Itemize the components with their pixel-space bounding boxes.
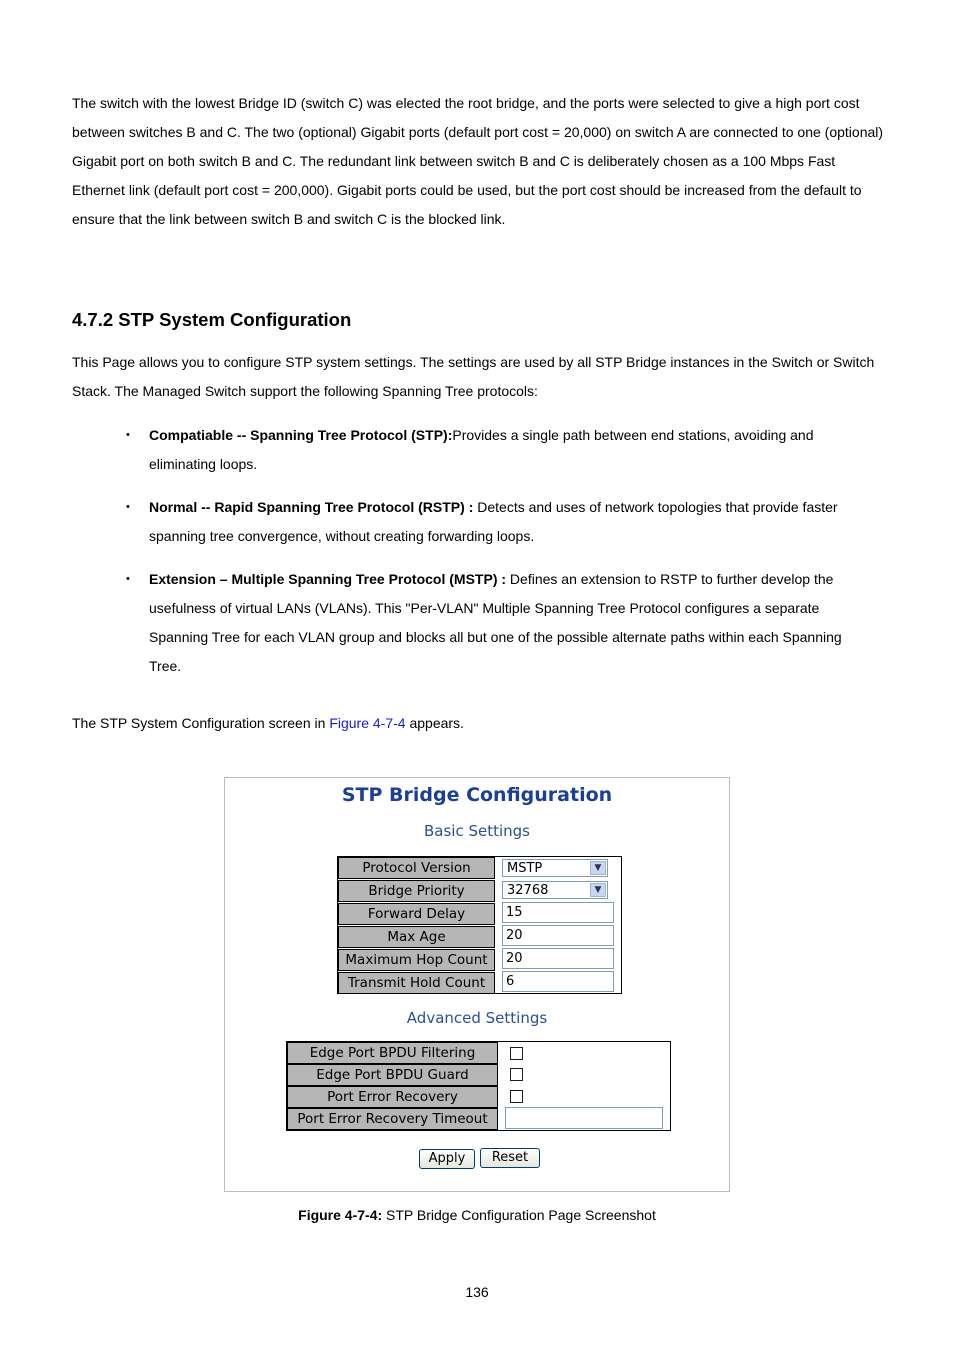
page-number: 136	[465, 1284, 489, 1300]
section-paragraph: This Page allows you to configure STP system settings. The settings are used by all STP Bridge instances in the Switch or Switch Stack. The Managed Switch support the following Spanning Tree protocols:	[72, 354, 875, 399]
bullet-stp-text: Provides a single path between end stations, avoiding and eliminating loops.	[149, 427, 814, 472]
protocol-version-label: Protocol Version	[338, 857, 495, 879]
bullet-dot-icon: •	[126, 573, 130, 585]
bridge-priority-select[interactable]	[502, 881, 608, 899]
advanced-settings-table	[286, 1041, 671, 1131]
bullet-rstp-text: Detects and uses of network topologies that provide faster spanning tree convergence, without creating forwarding loops.	[149, 499, 838, 544]
figure-link[interactable]: Figure 4-7-4	[329, 715, 406, 731]
edge-bpdu-filtering-checkbox[interactable]	[510, 1047, 523, 1060]
bullet-mstp-term: Extension – Multiple Spanning Tree Protocol (MSTP) :	[149, 571, 507, 587]
stp-bridge-config-title: STP Bridge Configuration	[341, 784, 613, 806]
port-error-recovery-label: Port Error Recovery	[287, 1086, 498, 1108]
forward-delay-label: Forward Delay	[338, 903, 495, 925]
bridge-priority-value: 32768	[507, 883, 549, 898]
max-age-input[interactable]: 20	[502, 925, 614, 946]
port-error-recovery-timeout-label: Port Error Recovery Timeout	[287, 1108, 498, 1130]
figure-caption-label: Figure 4-7-4:	[298, 1207, 383, 1223]
figure-ref-after: appears.	[405, 715, 464, 731]
port-error-recovery-checkbox[interactable]	[510, 1090, 523, 1103]
port-error-recovery-timeout-input[interactable]	[505, 1107, 663, 1129]
edge-bpdu-guard-label: Edge Port BPDU Guard	[287, 1064, 498, 1086]
transmit-hold-count-label: Transmit Hold Count	[338, 972, 495, 994]
bullet-stp	[126, 421, 874, 479]
bullet-mstp	[126, 565, 874, 681]
apply-button[interactable]: Apply	[419, 1149, 475, 1169]
figure-reference	[72, 709, 887, 738]
basic-settings-table	[337, 856, 622, 994]
advanced-settings-title: Advanced Settings	[406, 1009, 548, 1027]
forward-delay-input[interactable]: 15	[502, 902, 614, 923]
max-hop-count-label: Maximum Hop Count	[338, 949, 495, 971]
figure-ref-before: The STP System Configuration screen in	[72, 715, 330, 731]
transmit-hold-count-input[interactable]: 6	[502, 971, 614, 992]
section-heading: 4.7.2 STP System Configuration	[72, 309, 352, 330]
max-hop-count-input[interactable]: 20	[502, 948, 614, 969]
bullet-dot-icon: •	[126, 501, 130, 513]
bullet-dot-icon: •	[126, 429, 130, 441]
edge-bpdu-guard-checkbox[interactable]	[510, 1068, 523, 1081]
reset-button[interactable]: Reset	[480, 1148, 540, 1168]
figure-caption-text: STP Bridge Configuration Page Screenshot	[382, 1207, 656, 1223]
bridge-priority-label: Bridge Priority	[338, 880, 495, 902]
bullet-mstp-text: Defines an extension to RSTP to further develop the usefulness of virtual LANs (VLANs). This "Per-VLAN" Multiple Spanning Tree Protocol configures a separate Spanning Tree for each VLAN group and blocks all but one of the possible alternate paths within each Spanning Tree.	[149, 571, 842, 674]
intro-paragraph: The switch with the lowest Bridge ID (switch C) was elected the root bridge, and the ports were selected to give a high port cost between switches B and C. The two (optional) Gigabit ports (default port cost = 20,000) on switch A are connected to one (optional) Gigabit port on both switch B and C. The redundant link between switch B and C is deliberately chosen as a 100 Mbps Fast Ethernet link (default port cost = 200,000). Gigabit ports could be used, but the port cost should be increased from the default to ensure that the link between switch B and switch C is the blocked link.	[72, 95, 884, 227]
figure-caption	[0, 1203, 954, 1227]
chevron-down-icon: ▼	[590, 883, 606, 897]
basic-settings-title: Basic Settings	[423, 822, 530, 840]
max-age-label: Max Age	[338, 926, 495, 948]
edge-bpdu-filtering-label: Edge Port BPDU Filtering	[287, 1042, 498, 1064]
chevron-down-icon: ▼	[590, 861, 606, 875]
stp-config-screenshot	[224, 777, 730, 1192]
bullet-rstp-term: Normal -- Rapid Spanning Tree Protocol (RSTP) :	[149, 499, 474, 515]
bullet-rstp	[126, 493, 874, 551]
bullet-stp-term: Compatiable -- Spanning Tree Protocol (STP):	[149, 427, 453, 443]
protocol-version-value: MSTP	[507, 861, 543, 876]
protocol-version-select[interactable]	[502, 859, 608, 877]
